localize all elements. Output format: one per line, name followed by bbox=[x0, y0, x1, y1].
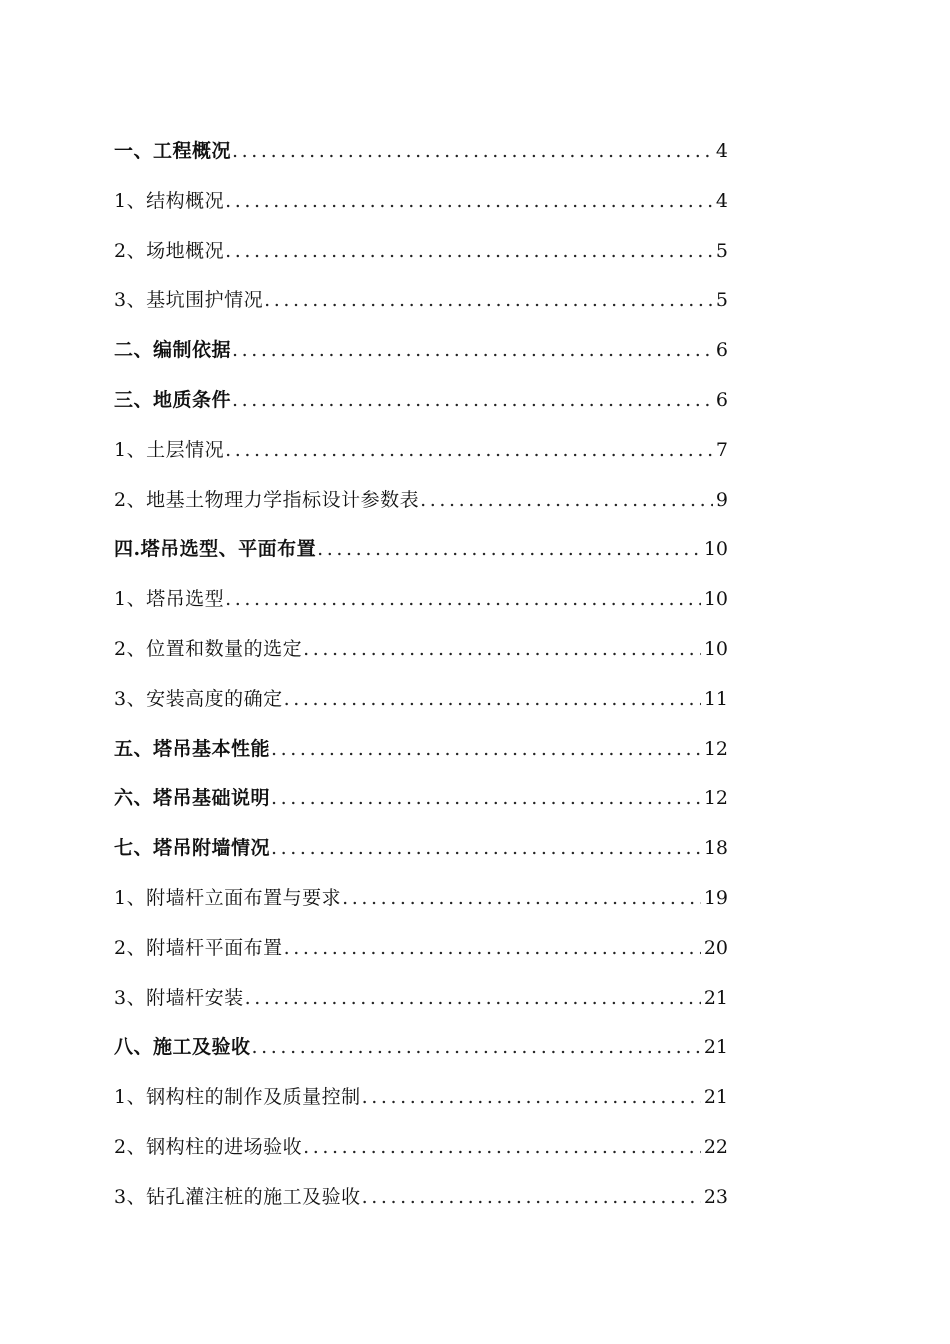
toc-entry-page: 10 bbox=[703, 588, 728, 611]
toc-dot-leader bbox=[264, 281, 713, 319]
toc-dot-leader bbox=[225, 232, 713, 270]
toc-entry-title: 四.塔吊选型、平面布置 bbox=[114, 538, 317, 561]
toc-entry-title: 1、塔吊选型 bbox=[114, 588, 225, 611]
toc-entry-page: 4 bbox=[715, 189, 728, 212]
toc-entry-page: 5 bbox=[715, 239, 728, 262]
toc-entry-page: 12 bbox=[703, 787, 728, 810]
toc-entry-title: 七、塔吊附墙情况 bbox=[114, 837, 271, 860]
toc-entry[interactable] bbox=[114, 929, 728, 979]
toc-entry-page: 12 bbox=[703, 737, 728, 760]
toc-entry-title: 3、基坑围护情况 bbox=[114, 289, 264, 312]
toc-entry-title: 1、附墙杆立面布置与要求 bbox=[114, 886, 342, 909]
toc-entry-title: 3、安装高度的确定 bbox=[114, 687, 283, 710]
toc-entry-title: 2、地基土物理力学指标设计参数表 bbox=[114, 488, 420, 511]
toc-entry-page: 18 bbox=[703, 837, 728, 860]
toc-entry-title: 2、位置和数量的选定 bbox=[114, 637, 303, 660]
toc-entry[interactable] bbox=[114, 530, 728, 580]
toc-dot-leader bbox=[252, 1028, 701, 1066]
toc-entry[interactable] bbox=[114, 232, 728, 282]
toc-entry[interactable] bbox=[114, 580, 728, 630]
toc-entry-page: 20 bbox=[703, 936, 728, 959]
toc-dot-leader bbox=[362, 1078, 701, 1116]
toc-dot-leader bbox=[342, 879, 701, 917]
toc-dot-leader bbox=[232, 331, 713, 369]
toc-dot-leader bbox=[362, 1178, 701, 1216]
toc-entry-title: 一、工程概况 bbox=[114, 140, 232, 162]
toc-entry-title: 3、附墙杆安装 bbox=[114, 986, 244, 1009]
toc-entry-title: 2、附墙杆平面布置 bbox=[114, 936, 283, 959]
toc-entry[interactable] bbox=[114, 481, 728, 531]
toc-entry-page: 11 bbox=[703, 687, 728, 710]
toc-entry-page: 5 bbox=[715, 289, 728, 312]
toc-entry-page: 21 bbox=[703, 986, 728, 1009]
toc-entry-title: 3、钻孔灌注桩的施工及验收 bbox=[114, 1185, 361, 1208]
toc-entry-title: 1、结构概况 bbox=[114, 189, 225, 212]
toc-entry[interactable] bbox=[114, 281, 728, 331]
toc-entry[interactable] bbox=[114, 879, 728, 929]
toc-entry[interactable] bbox=[114, 680, 728, 730]
toc-entry-page: 6 bbox=[715, 388, 728, 411]
toc-entry[interactable] bbox=[114, 979, 728, 1029]
toc-entry-title: 二、编制依据 bbox=[114, 339, 232, 362]
toc-entry-page: 7 bbox=[715, 438, 728, 461]
toc-entry-page: 4 bbox=[715, 140, 728, 162]
toc-entry[interactable] bbox=[114, 1128, 728, 1178]
toc-entry[interactable] bbox=[114, 331, 728, 381]
toc-entry-page: 10 bbox=[703, 637, 728, 660]
toc-entry-page: 19 bbox=[703, 886, 728, 909]
toc-entry-page: 23 bbox=[703, 1185, 728, 1208]
toc-entry[interactable] bbox=[114, 182, 728, 232]
toc-dot-leader bbox=[271, 730, 701, 768]
toc-dot-leader bbox=[232, 381, 713, 419]
toc-dot-leader bbox=[271, 779, 701, 817]
toc-entry[interactable] bbox=[114, 779, 728, 829]
toc-dot-leader bbox=[271, 829, 701, 867]
table-of-contents bbox=[114, 132, 728, 1228]
toc-dot-leader bbox=[232, 132, 713, 170]
toc-dot-leader bbox=[225, 431, 713, 469]
toc-entry[interactable] bbox=[114, 1028, 728, 1078]
toc-dot-leader bbox=[317, 530, 701, 568]
toc-entry-title: 2、钢构柱的进场验收 bbox=[114, 1135, 303, 1158]
toc-dot-leader bbox=[303, 630, 701, 668]
toc-dot-leader bbox=[225, 580, 701, 618]
toc-entry-page: 10 bbox=[703, 538, 728, 561]
toc-entry[interactable] bbox=[114, 730, 728, 780]
toc-dot-leader bbox=[303, 1128, 701, 1166]
toc-entry-title: 六、塔吊基础说明 bbox=[114, 787, 271, 810]
toc-entry-title: 1、钢构柱的制作及质量控制 bbox=[114, 1086, 361, 1109]
toc-entry-title: 2、场地概况 bbox=[114, 239, 225, 262]
toc-entry[interactable] bbox=[114, 132, 728, 182]
toc-dot-leader bbox=[420, 481, 713, 519]
toc-entry-page: 9 bbox=[715, 488, 728, 511]
toc-entry[interactable] bbox=[114, 1078, 728, 1128]
toc-entry[interactable] bbox=[114, 1178, 728, 1228]
toc-entry-title: 五、塔吊基本性能 bbox=[114, 737, 271, 760]
toc-dot-leader bbox=[284, 680, 701, 718]
toc-entry-page: 6 bbox=[715, 339, 728, 362]
toc-entry[interactable] bbox=[114, 630, 728, 680]
toc-entry[interactable] bbox=[114, 431, 728, 481]
toc-entry-page: 22 bbox=[703, 1135, 728, 1158]
toc-dot-leader bbox=[225, 182, 713, 220]
toc-entry-title: 1、土层情况 bbox=[114, 438, 225, 461]
toc-entry[interactable] bbox=[114, 829, 728, 879]
toc-entry-title: 三、地质条件 bbox=[114, 388, 232, 411]
toc-entry-title: 八、施工及验收 bbox=[114, 1036, 251, 1059]
toc-dot-leader bbox=[245, 979, 701, 1017]
toc-entry-page: 21 bbox=[703, 1086, 728, 1109]
toc-entry-page: 21 bbox=[703, 1036, 728, 1059]
toc-dot-leader bbox=[284, 929, 701, 967]
toc-entry[interactable] bbox=[114, 381, 728, 431]
